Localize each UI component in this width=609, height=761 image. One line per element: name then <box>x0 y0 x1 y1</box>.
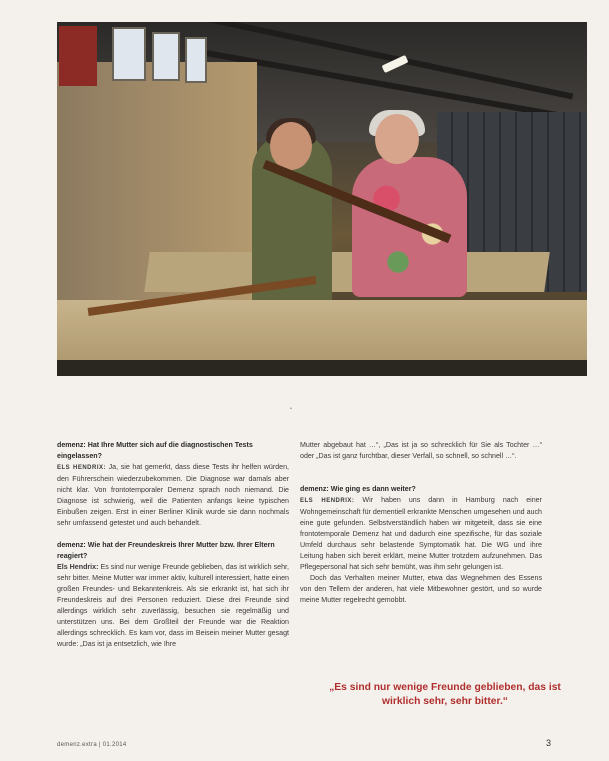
answer-paragraph <box>300 495 542 573</box>
speaker-label: ELS HENDRIX: <box>57 465 106 471</box>
photo-window <box>152 32 180 81</box>
answer-paragraph <box>57 562 289 650</box>
answer-paragraph: Doch das Verhalten meiner Mutter, etwa das Wegnehmen des Essens von den Tellern der anderen, hat viele Mitbewohner gestört, und so wurde meine Mutter regelrecht gemobbt. <box>300 574 542 604</box>
photo-window <box>112 27 146 81</box>
page-mark: • <box>290 406 292 412</box>
answer-text: Es sind nur wenige Freunde geblieben, das ist wirklich sehr, sehr bitter. Meine Mutter war immer aktiv, kulturell interessiert, hatte einen großen Freundes- und Bekanntenkreis. Als sie erkrankt ist, hat sich ihr Freundeskreis auf drei Personen reduziert. Diese drei Freunde sind allerdings wirklich sehr zuverlässig, besuchen sie regelmäßig und unterstützen uns. Bei dem Großteil der Freunde war die Reaktion allerdings schrecklich. Es kam vor, dass im Beisein meiner Mutter gesagt wurde: „Das ist ja entsetzlich, wie Ihre <box>57 563 289 648</box>
answer-text: Wir haben uns dann in Hamburg nach einer Wohngemeinschaft für dementiell erkrankte Menschen umgesehen und auch eine gute gefunden. Selbstverständlich haben wir mitgeteilt, dass sie eine frontotemporale Demenz hat und dadurch eine spezifische, für das soziale Umfeld durchaus sehr belastende Symptomatik hat. Die WG und ihre Leitung haben sich bereit erklärt, meine Mutter trotzdem aufzunehmen. Das Pflegepersonal hat sich sehr bemüht, was ihm sehr gelungen ist. <box>300 496 542 571</box>
pull-quote: „Es sind nur wenige Freunde geblieben, das ist wirklich sehr, sehr bitter.“ <box>329 682 561 707</box>
footer-publication: demenz.extra | 01.2014 <box>57 742 127 748</box>
photo-sign <box>59 26 97 86</box>
answer-text: Ja, sie hat gemerkt, dass diese Tests ihr helfen würden, den Führerschein wiederzubekommen. Die Diagnose war damals aber nicht klar. Von frontotemporaler Demenz sprach noch niemand. Die Diagnose ist schwierig, weil die Patienten anfangs keine typischen Einbußen zeigen. Erst in einer Berliner Klinik wurde sie dann nochmals sehr umfassend getestet und auch behandelt. <box>57 463 289 527</box>
left-column <box>57 440 289 650</box>
photo-table <box>144 252 550 292</box>
right-column <box>300 440 542 606</box>
answer-paragraph <box>57 462 289 529</box>
photo-head <box>375 114 419 164</box>
article-photo <box>57 22 587 376</box>
speaker-label: Els Hendrix: <box>57 563 99 571</box>
question-heading: demenz: Wie ging es dann weiter? <box>300 485 416 493</box>
photo-window <box>185 37 207 83</box>
photo-table-edge <box>57 360 587 376</box>
question-heading: demenz: Hat Ihre Mutter sich auf die diagnostischen Tests eingelassen? <box>57 441 253 460</box>
speaker-label: ELS HENDRIX: <box>300 498 355 504</box>
answer-paragraph: Mutter abgebaut hat …“, „Das ist ja so schrecklich für Sie als Tochter …“ oder „Das ist ganz furchtbar, dieser Verfall, so schnell, so schnell …“. <box>300 441 542 460</box>
photo-head <box>270 122 312 170</box>
page-number: 3 <box>546 738 552 748</box>
question-heading: demenz: Wie hat der Freundeskreis Ihrer Mutter bzw. Ihrer Eltern reagiert? <box>57 541 275 560</box>
